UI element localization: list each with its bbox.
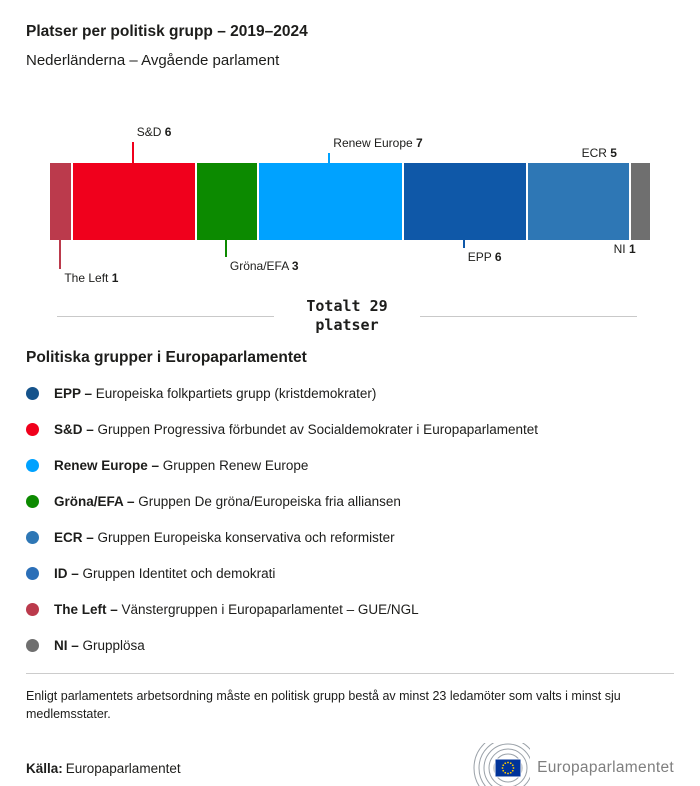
callout-label-ni: NI 1 — [613, 242, 636, 256]
callout-label-renew: Renew Europe 7 — [333, 136, 423, 150]
callout-label-epp: EPP 6 — [467, 250, 502, 264]
total-divider-right — [420, 316, 637, 317]
chart-area — [0, 71, 700, 285]
legend-dot-ni — [26, 639, 39, 652]
header — [0, 0, 700, 71]
total-seats-line2: platser — [315, 316, 379, 334]
source-line — [26, 761, 181, 776]
logo-text: Europaparlamentet — [537, 759, 674, 776]
legend-list — [26, 385, 674, 654]
bar-segment-ni[interactable] — [629, 163, 650, 240]
legend-item-renew — [26, 457, 674, 474]
legend-label-id: ID – Gruppen Identitet och demokrati — [54, 566, 276, 581]
source-value: Europaparlamentet — [65, 760, 181, 776]
legend-heading: Politiska grupper i Europaparlamentet — [26, 349, 307, 366]
hemicycle-flag-icon — [456, 743, 530, 786]
bar-segment-sd[interactable] — [71, 163, 195, 240]
legend-label-ni: NI – Grupplösa — [54, 638, 145, 653]
legend-label-ecr: ECR – Gruppen Europeiska konservativa och reformister — [54, 530, 395, 545]
legend-item-id — [26, 565, 674, 582]
legend-label-renew: Renew Europe – Gruppen Renew Europe — [54, 458, 309, 473]
legend-item-sd — [26, 421, 674, 438]
legend-label-greens: Gröna/EFA – Gruppen De gröna/Europeiska fria alliansen — [54, 494, 401, 509]
total-row — [57, 297, 637, 335]
callout-line-left — [59, 240, 61, 269]
bar-segment-epp[interactable] — [402, 163, 526, 240]
source-label: Källa: — [26, 760, 63, 776]
stacked-bar — [50, 163, 650, 240]
callout-line-epp — [463, 240, 465, 248]
callout-label-left: The Left 1 — [64, 271, 119, 285]
legend-item-epp — [26, 385, 674, 402]
legend-dot-epp — [26, 387, 39, 400]
callout-label-greens: Gröna/EFA 3 — [229, 259, 299, 273]
legend-dot-greens — [26, 495, 39, 508]
legend-label-sd: S&D – Gruppen Progressiva förbundet av Socialdemokrater i Europaparlamentet — [54, 422, 539, 437]
callout-line-sd — [132, 142, 134, 163]
legend-item-ni — [26, 637, 674, 654]
bar-segment-left[interactable] — [50, 163, 71, 240]
legend-label-left: The Left – Vänstergruppen i Europaparlamentet – GUE/NGL — [54, 602, 419, 617]
page-title: Platser per politisk grupp – 2019–2024 — [26, 23, 308, 40]
legend-item-left — [26, 601, 674, 618]
legend-dot-left — [26, 603, 39, 616]
legend-dot-renew — [26, 459, 39, 472]
callout-label-sd: S&D 6 — [136, 125, 172, 139]
bar-segment-ecr[interactable] — [526, 163, 629, 240]
legend-item-greens — [26, 493, 674, 510]
bar-segment-renew[interactable] — [257, 163, 402, 240]
legend-section — [26, 349, 674, 654]
footnote: Enligt parlamentets arbetsordning måste en politisk grupp bestå av minst 23 ledamöter som valts i minst sju medlemsstater. — [26, 673, 674, 723]
total-divider-left — [57, 316, 274, 317]
legend-item-ecr — [26, 529, 674, 546]
callout-label-ecr: ECR 5 — [581, 146, 617, 160]
europaparliament-logo — [456, 743, 674, 786]
legend-label-epp: EPP – Europeiska folkpartiets grupp (kristdemokrater) — [54, 386, 377, 401]
total-seats-line1: Totalt 29 — [306, 297, 388, 315]
total-seats-label — [306, 297, 387, 335]
page-subtitle: Nederländerna – Avgående parlament — [26, 52, 280, 69]
bottom-row — [26, 743, 674, 786]
legend-dot-ecr — [26, 531, 39, 544]
callout-line-greens — [225, 240, 227, 257]
legend-dot-sd — [26, 423, 39, 436]
legend-dot-id — [26, 567, 39, 580]
bar-segment-greens[interactable] — [195, 163, 257, 240]
callout-line-renew — [328, 153, 330, 163]
